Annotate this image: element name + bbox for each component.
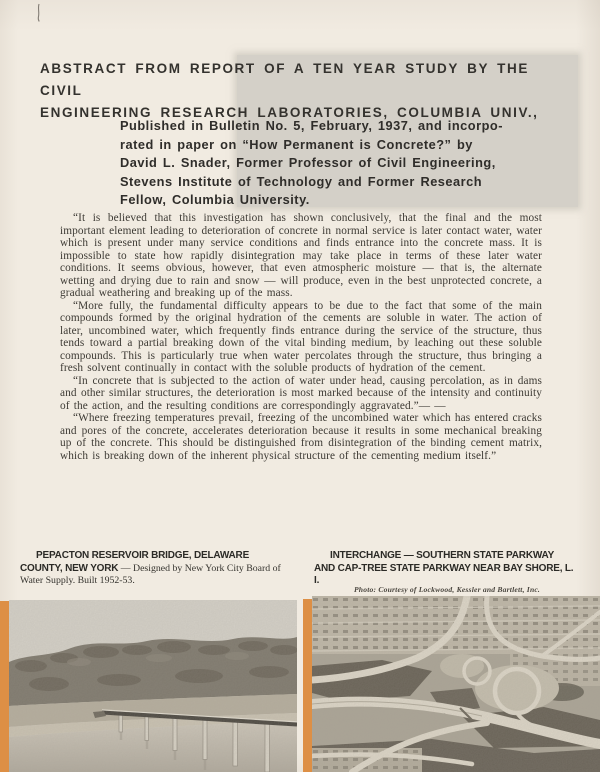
- caption-pepacton-bridge: [20, 550, 288, 588]
- pepacton-reservoir-bridge-photo: [9, 600, 297, 772]
- accent-strip-left: [0, 601, 9, 772]
- publication-note-line: Published in Bulletin No. 5, February, 1937, and incorpo-: [120, 118, 503, 133]
- publication-note-line: Fellow, Columbia University.: [120, 192, 310, 208]
- photo-credit: Photo: Courtesy of Lockwood, Kessler and Bartlett, Inc.: [353, 585, 541, 594]
- parkway-interchange-aerial-photo: [312, 596, 600, 772]
- abstract-paragraph: “Where freezing temperatures prevail, freezing of the uncombined water which has entered cracks and pores of the concrete, accelerates deterioration because it results in some mechanical breaking up of the concrete. This should be distinguished from disintegration of the binding cement matrix, which is breaking down of the inherent physical structure of the cementing medium itself.”: [60, 412, 542, 462]
- abstract-body: [60, 212, 542, 462]
- publication-note-line: David L. Snader, Former Professor of Civil Engineering,: [120, 155, 496, 171]
- caption-interchange-title: INTERCHANGE — SOUTHERN STATE PARKWAY AND CAP-TREE STATE PARKWAY NEAR BAY SHORE, L. I.: [314, 550, 574, 586]
- publication-note-line: Stevens Institute of Technology and Former Research: [120, 173, 483, 189]
- page-title-line1: ABSTRACT FROM REPORT OF A TEN YEAR STUDY BY THE CIVIL: [40, 61, 529, 98]
- abstract-paragraph: “More fully, the fundamental difficulty appears to be due to the fact that some of the main compounds formed by the original hydration of the cements are soluble in water. The action of later, uncombined water, which frequently finds entrance during the service of the structure, thus tends toward a partial breaking down of the vital binding medium, by leaching out these soluble compounds. This is particularly true when water percolates through the structure, thus bringing a fresh solvent continually in contact with the soluble products of hydration of the cement.: [60, 299, 542, 374]
- publication-note: [120, 117, 530, 210]
- accent-strip-middle: [303, 599, 312, 772]
- caption-interchange: [314, 550, 576, 588]
- caption-pepacton-description: — Designed by New York City Board of Water Supply. Built 1952-53.: [20, 562, 281, 586]
- abstract-paragraph: “In concrete that is subjected to the action of water under head, causing percolation, as in dams and other similar structures, the deterioration is most marked because of the intensity and continuity of the action, and the resulting conditions are correspondingly aggravated.”— —: [60, 374, 542, 412]
- caption-pepacton-title: PEPACTON RESERVOIR BRIDGE, DELAWARE COUNTY, NEW YORK: [20, 550, 250, 574]
- abstract-paragraph: “It is believed that this investigation has shown conclusively, that the final and the most important element leading to deterioration of concrete in normal service is later contact water, water which is present under many service conditions and finds entrance into the concrete mass. It is impossible to state how rapidly disintegration may take place in terms of these later water conditions. It seems obvious, however, that even atmospheric moisture — that is, the alternate wetting and drying due to rain and snow — will produce, even in the best unprotected concrete, a gradual weathering and breaking up of the mass.: [60, 212, 542, 299]
- publication-note-line: rated in paper on “How Permanent is Concrete?” by: [120, 136, 473, 152]
- page-title-line2: ENGINEERING RESEARCH LABORATORIES, COLUMBIA UNIV.,: [40, 105, 539, 120]
- pen-mark: [34, 3, 44, 23]
- page-title: [40, 58, 560, 124]
